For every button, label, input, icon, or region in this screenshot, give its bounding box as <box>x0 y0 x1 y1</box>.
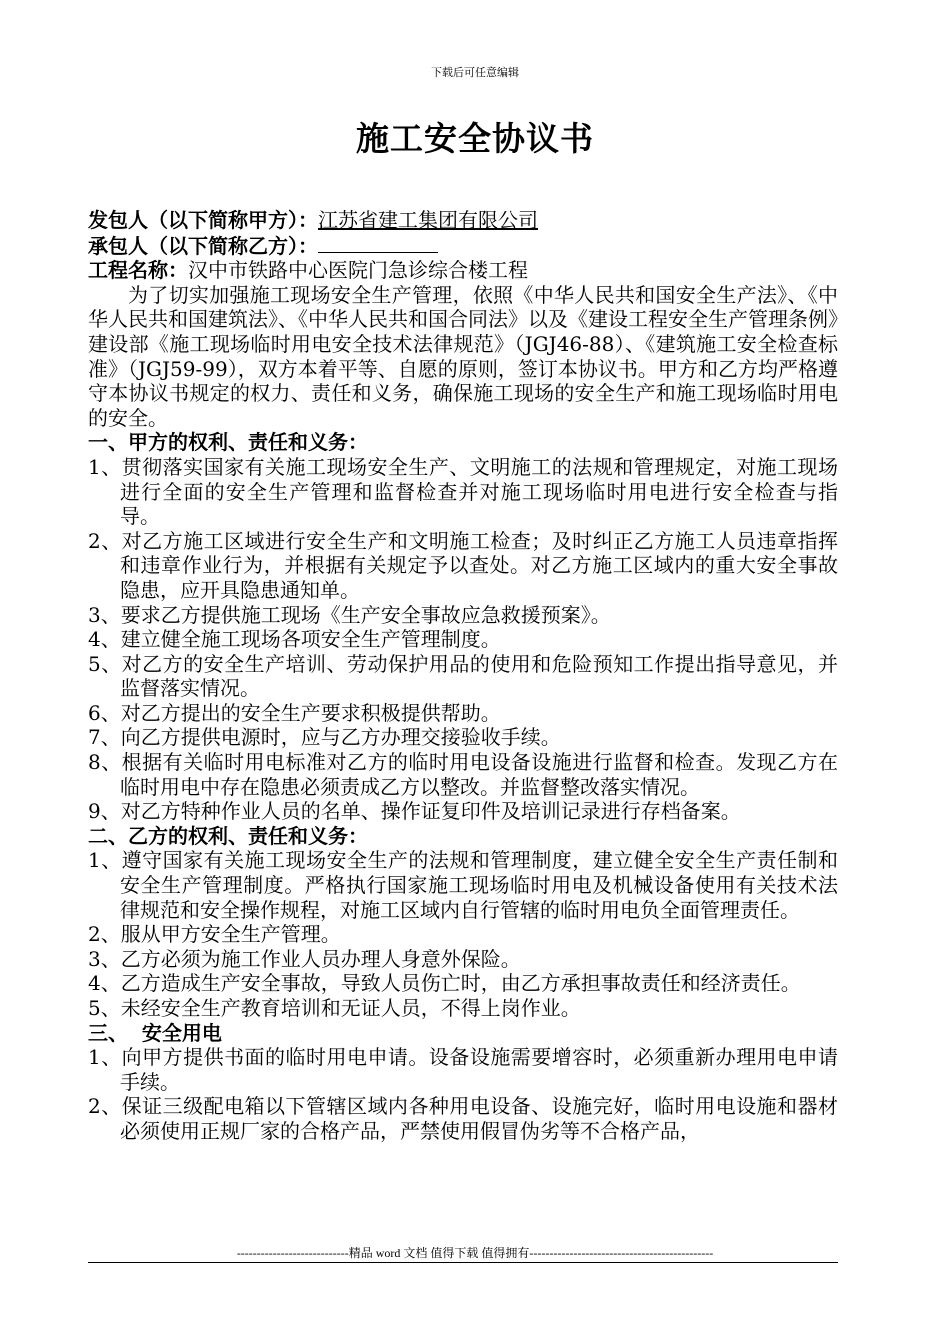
section1-item: 7、向乙方提供电源时，应与乙方办理交接验收手续。 <box>88 725 561 750</box>
footer-note: ----------------------------精品 word 文档 值得下载 值得拥有---------------------------------------------- <box>236 1246 714 1260</box>
header-note: 下载后可任意编辑 <box>431 66 519 79</box>
party-a-line <box>88 208 838 233</box>
party-b-label: 承包人（以下简称乙方）： <box>88 233 318 258</box>
party-b-blank <box>318 233 438 253</box>
party-b-line <box>88 233 838 259</box>
project-value: 汉中市铁路中心医院门急诊综合楼工程 <box>188 258 528 283</box>
footer-divider <box>88 1262 838 1263</box>
section3-item: 2、保证三级配电箱以下管辖区域内各种用电设备、设施完好，临时用电设施和器材必须使用正规厂家的合格产品，严禁使用假冒伪劣等不合格产品， <box>88 1094 838 1143</box>
party-a-value: 江苏省建工集团有限公司 <box>318 208 538 232</box>
section2-item: 5、未经安全生产教育培训和无证人员，不得上岗作业。 <box>88 996 581 1020</box>
section2-item: 3、乙方必须为施工作业人员办理人身意外保险。 <box>88 946 521 971</box>
section2-item: 1、遵守国家有关施工现场安全生产的法规和管理制度，建立健全安全生产责任制和安全生产管理制度。严格执行国家施工现场临时用电及机械设备使用有关技术法律规范和安全操作规程，对施工区域内自行管辖的临时用电负全面管理责任。 <box>88 848 838 922</box>
section2-item: 4、乙方造成生产安全事故，导致人员伤亡时，由乙方承担事故责任和经济责任。 <box>88 971 801 996</box>
project-label: 工程名称： <box>88 258 188 283</box>
section1-heading: 一、甲方的权利、责任和义务： <box>88 430 368 455</box>
intro-paragraph: 为了切实加强施工现场安全生产管理，依照《中华人民共和国安全生产法》、《中华人民共和国建筑法》、《中华人民共和国合同法》以及《建设工程安全生产管理条例》建设部《施工现场临时用电安全技术法律规范》（JGJ46-88）、《建筑施工安全检查标准》（JGJ59-99），双方本着平等、自愿的原则，签订本协议书。甲方和乙方均严格遵守本协议书规定的权力、责任和义务，确保施工现场的安全生产和施工现场临时用电的安全。 <box>88 282 838 430</box>
section1-item: 3、要求乙方提供施工现场《生产安全事故应急救援预案》。 <box>88 602 611 627</box>
section3-heading: 三、 安全用电 <box>88 1020 222 1045</box>
section1-item: 5、对乙方的安全生产培训、劳动保护用品的使用和危险预知工作提出指导意见，并监督落实情况。 <box>88 651 838 701</box>
document-body <box>88 208 838 1144</box>
section1-item: 2、对乙方施工区域进行安全生产和文明施工检查；及时纠正乙方施工人员违章指挥和违章作业行为，并根据有关规定予以查处。对乙方施工区域内的重大安全事故隐患，应开具隐患通知单。 <box>88 528 838 602</box>
section1-item: 6、对乙方提出的安全生产要求积极提供帮助。 <box>88 700 501 725</box>
section3-item: 1、向甲方提供书面的临时用电申请。设备设施需要增容时，必须重新办理用电申请手续。 <box>88 1045 838 1094</box>
section1-item: 8、根据有关临时用电标准对乙方的临时用电设备设施进行监督和检查。发现乙方在临时用电中存在隐患必须责成乙方以整改。并监督整改落实情况。 <box>88 750 838 799</box>
project-line <box>88 258 838 283</box>
section2-heading: 二、乙方的权利、责任和义务： <box>88 823 368 848</box>
party-a-label: 发包人（以下简称甲方）： <box>88 208 318 232</box>
section1-item: 1、贯彻落实国家有关施工现场安全生产、文明施工的法规和管理规定，对施工现场进行全面的安全生产管理和监督检查并对施工现场临时用电进行安全检查与指导。 <box>88 454 838 529</box>
section2-item: 2、服从甲方安全生产管理。 <box>88 922 341 947</box>
document-title: 施工安全协议书 <box>356 119 594 158</box>
section1-item: 4、建立健全施工现场各项安全生产管理制度。 <box>88 627 501 652</box>
section1-item: 9、对乙方特种作业人员的名单、操作证复印件及培训记录进行存档备案。 <box>88 799 741 824</box>
